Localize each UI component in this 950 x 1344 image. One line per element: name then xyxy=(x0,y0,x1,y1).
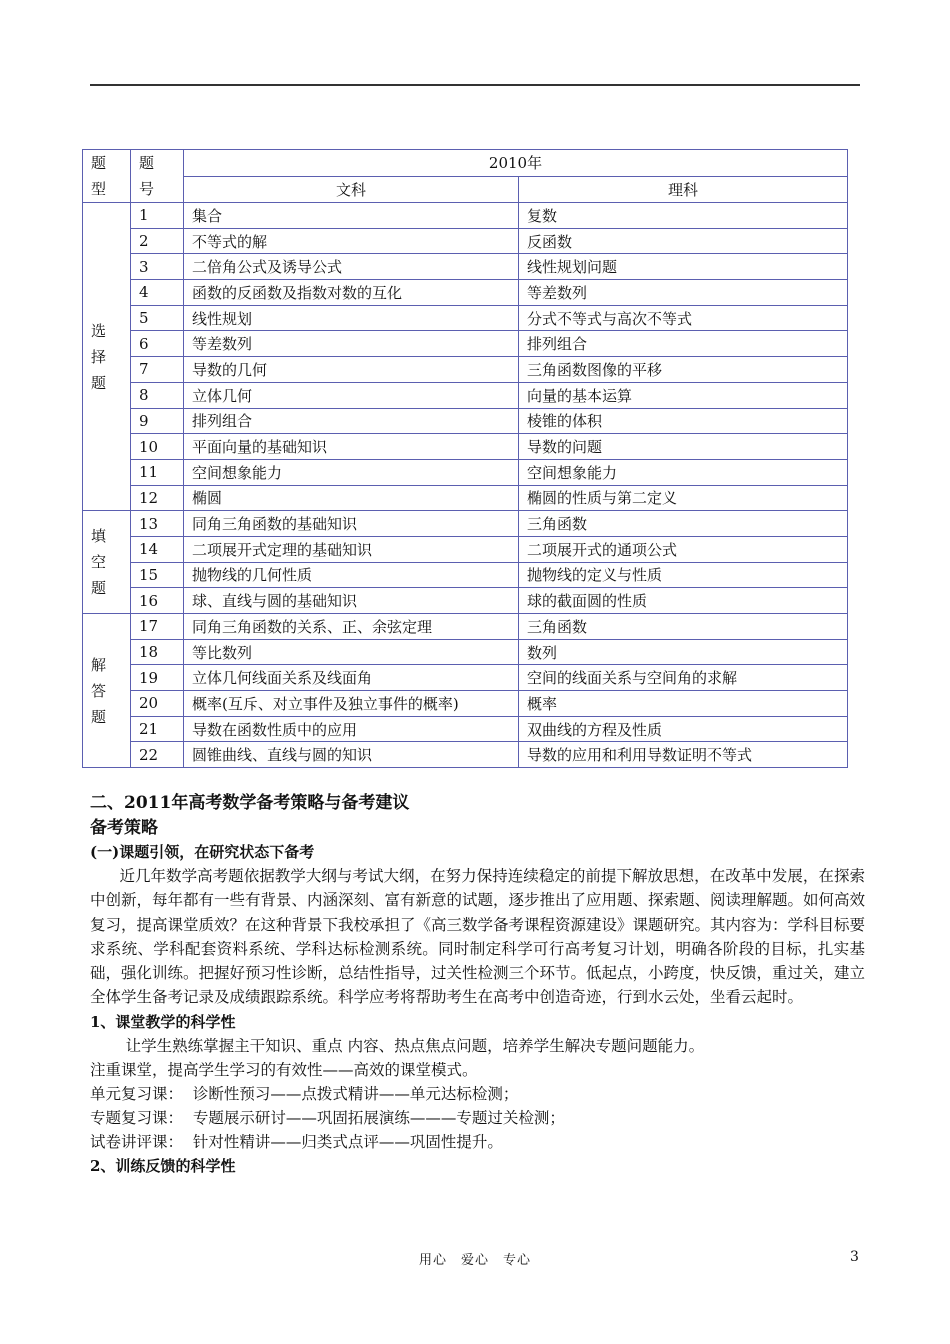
table-row xyxy=(83,357,848,383)
header-question-number: 题号 xyxy=(131,150,184,203)
category-cell xyxy=(83,614,131,768)
table-header-row-1 xyxy=(83,150,848,177)
wen-topic-cell: 立体几何线面关系及线面角 xyxy=(184,665,519,691)
review-line-text: 针对性精讲——归类式点评——巩固性提升。 xyxy=(192,1132,503,1151)
li-topic-cell: 三角函数 xyxy=(519,511,848,537)
wen-topic-cell: 空间想象能力 xyxy=(184,459,519,485)
page-number: 3 xyxy=(850,1249,859,1265)
question-number-cell: 2 xyxy=(131,228,184,254)
table-row xyxy=(83,203,848,229)
table-row xyxy=(83,716,848,742)
table-row xyxy=(83,305,848,331)
li-topic-cell: 椭圆的性质与第二定义 xyxy=(519,485,848,511)
li-topic-cell: 向量的基本运算 xyxy=(519,382,848,408)
strategy-section xyxy=(90,790,865,1178)
category-cell xyxy=(83,511,131,614)
li-topic-cell: 空间的线面关系与空间角的求解 xyxy=(519,665,848,691)
question-number-cell: 11 xyxy=(131,459,184,485)
li-topic-cell: 数列 xyxy=(519,639,848,665)
table-row xyxy=(83,382,848,408)
table-row xyxy=(83,408,848,434)
table-row xyxy=(83,331,848,357)
paragraph-1: 近几年数学高考题依据教学大纲与考试大纲，在努力保持连续稳定的前提下解放思想，在改革中发展，在探索中创新，每年都有一些有背景、内涵深刻、富有新意的试题，逐步推出了应用题、探索题、阅读理解题。如何高效复习，提高课堂质效？在这种背景下我校承担了《高三数学备考课程资源建设》课题研究。其内容为：学科目标要求系统、学科配套资料系统、学科达标检测系统。同时制定科学可行高考复习计划，明确各阶段的目标，扎实基础，强化训练。把握好预习性诊断，总结性指导，过关性检测三个环节。低起点，小跨度，快反馈，重过关，建立全体学生备考记录及成绩跟踪系统。科学应考将帮助考生在高考中创造奇迹，行到水云处，坐看云起时。 xyxy=(90,867,866,1007)
wen-topic-cell: 导数的几何 xyxy=(184,357,519,383)
question-number-cell: 20 xyxy=(131,691,184,717)
li-topic-cell: 概率 xyxy=(519,691,848,717)
category-label: 填空题 xyxy=(91,527,107,598)
li-topic-cell: 双曲线的方程及性质 xyxy=(519,716,848,742)
li-topic-cell: 三角函数图像的平移 xyxy=(519,357,848,383)
li-topic-cell: 分式不等式与高次不等式 xyxy=(519,305,848,331)
wen-topic-cell: 导数在函数性质中的应用 xyxy=(184,716,519,742)
wen-topic-cell: 抛物线的几何性质 xyxy=(184,562,519,588)
footer-motto: 用心 爱心 专心 xyxy=(418,1253,531,1268)
table-row xyxy=(83,434,848,460)
wen-topic-cell: 平面向量的基础知识 xyxy=(184,434,519,460)
table-row xyxy=(83,562,848,588)
li-topic-cell: 排列组合 xyxy=(519,331,848,357)
wen-topic-cell: 椭圆 xyxy=(184,485,519,511)
wen-topic-cell: 不等式的解 xyxy=(184,228,519,254)
wen-topic-cell: 圆锥曲线、直线与圆的知识 xyxy=(184,742,519,768)
table-row xyxy=(83,588,848,614)
review-line-label: 试卷讲评课： xyxy=(90,1132,184,1151)
question-number-cell: 4 xyxy=(131,280,184,306)
exam-topics-table xyxy=(82,149,848,768)
review-line-label: 单元复习课： xyxy=(90,1084,184,1103)
question-number-cell: 18 xyxy=(131,639,184,665)
wen-topic-cell: 排列组合 xyxy=(184,408,519,434)
header-li: 理科 xyxy=(519,176,848,203)
li-topic-cell: 二项展开式的通项公式 xyxy=(519,536,848,562)
category-label: 解答题 xyxy=(91,655,107,726)
question-number-cell: 5 xyxy=(131,305,184,331)
header-question-type: 题型 xyxy=(83,150,131,203)
question-number-cell: 1 xyxy=(131,203,184,229)
question-number-cell: 14 xyxy=(131,536,184,562)
question-number-cell: 9 xyxy=(131,408,184,434)
li-topic-cell: 等差数列 xyxy=(519,280,848,306)
wen-topic-cell: 球、直线与圆的基础知识 xyxy=(184,588,519,614)
question-number-cell: 13 xyxy=(131,511,184,537)
question-number-cell: 19 xyxy=(131,665,184,691)
table-row xyxy=(83,665,848,691)
review-line-unit xyxy=(90,1082,865,1106)
table-row xyxy=(83,485,848,511)
li-topic-cell: 球的截面圆的性质 xyxy=(519,588,848,614)
question-number-cell: 17 xyxy=(131,614,184,640)
question-number-cell: 15 xyxy=(131,562,184,588)
category-cell xyxy=(83,203,131,511)
table-row xyxy=(83,459,848,485)
wen-topic-cell: 等比数列 xyxy=(184,639,519,665)
wen-topic-cell: 二倍角公式及诱导公式 xyxy=(184,254,519,280)
question-number-cell: 21 xyxy=(131,716,184,742)
question-number-cell: 6 xyxy=(131,331,184,357)
li-topic-cell: 反函数 xyxy=(519,228,848,254)
table-row xyxy=(83,511,848,537)
review-line-topic xyxy=(90,1106,865,1130)
table-row xyxy=(83,280,848,306)
table-row xyxy=(83,691,848,717)
subsection-1-title: (一)课题引领，在研究状态下备考 xyxy=(90,843,315,861)
li-topic-cell: 空间想象能力 xyxy=(519,459,848,485)
question-number-cell: 10 xyxy=(131,434,184,460)
table-row xyxy=(83,254,848,280)
li-topic-cell: 线性规划问题 xyxy=(519,254,848,280)
wen-topic-cell: 立体几何 xyxy=(184,382,519,408)
table-header-row-2 xyxy=(83,176,848,203)
item-2-title: 2、训练反馈的科学性 xyxy=(90,1156,236,1175)
item-1-paragraph-1: 让学生熟练掌握主干知识、重点 内容、热点焦点问题，培养学生解决专题问题能力。 xyxy=(125,1036,705,1055)
table-row xyxy=(83,536,848,562)
wen-topic-cell: 概率(互斥、对立事件及独立事件的概率) xyxy=(184,691,519,717)
wen-topic-cell: 二项展开式定理的基础知识 xyxy=(184,536,519,562)
category-label: 选择题 xyxy=(91,321,107,392)
item-1-title: 1、课堂教学的科学性 xyxy=(90,1012,236,1031)
review-line-exam xyxy=(90,1130,865,1154)
review-line-text: 专题展示研讨——巩固拓展演练———专题过关检测； xyxy=(192,1108,565,1127)
question-number-cell: 16 xyxy=(131,588,184,614)
header-rule xyxy=(90,84,860,86)
table-row xyxy=(83,228,848,254)
section-subtitle: 备考策略 xyxy=(90,818,158,838)
li-topic-cell: 棱锥的体积 xyxy=(519,408,848,434)
table-row xyxy=(83,614,848,640)
item-1-paragraph-2: 注重课堂，提高学生学习的有效性——高效的课堂模式。 xyxy=(90,1060,478,1079)
table-row xyxy=(83,742,848,768)
li-topic-cell: 抛物线的定义与性质 xyxy=(519,562,848,588)
header-year: 2010年 xyxy=(184,150,848,177)
wen-topic-cell: 线性规划 xyxy=(184,305,519,331)
question-number-cell: 22 xyxy=(131,742,184,768)
li-topic-cell: 复数 xyxy=(519,203,848,229)
question-number-cell: 7 xyxy=(131,357,184,383)
review-line-text: 诊断性预习——点拨式精讲——单元达标检测； xyxy=(192,1084,519,1103)
wen-topic-cell: 集合 xyxy=(184,203,519,229)
review-line-label: 专题复习课： xyxy=(90,1108,184,1127)
li-topic-cell: 导数的问题 xyxy=(519,434,848,460)
question-number-cell: 3 xyxy=(131,254,184,280)
wen-topic-cell: 同角三角函数的基础知识 xyxy=(184,511,519,537)
li-topic-cell: 导数的应用和利用导数证明不等式 xyxy=(519,742,848,768)
table-row xyxy=(83,639,848,665)
wen-topic-cell: 同角三角函数的关系、正、余弦定理 xyxy=(184,614,519,640)
wen-topic-cell: 函数的反函数及指数对数的互化 xyxy=(184,280,519,306)
section-title: 二、2011年高考数学备考策略与备考建议 xyxy=(90,793,410,813)
wen-topic-cell: 等差数列 xyxy=(184,331,519,357)
li-topic-cell: 三角函数 xyxy=(519,614,848,640)
question-number-cell: 8 xyxy=(131,382,184,408)
header-wen: 文科 xyxy=(184,176,519,203)
question-number-cell: 12 xyxy=(131,485,184,511)
